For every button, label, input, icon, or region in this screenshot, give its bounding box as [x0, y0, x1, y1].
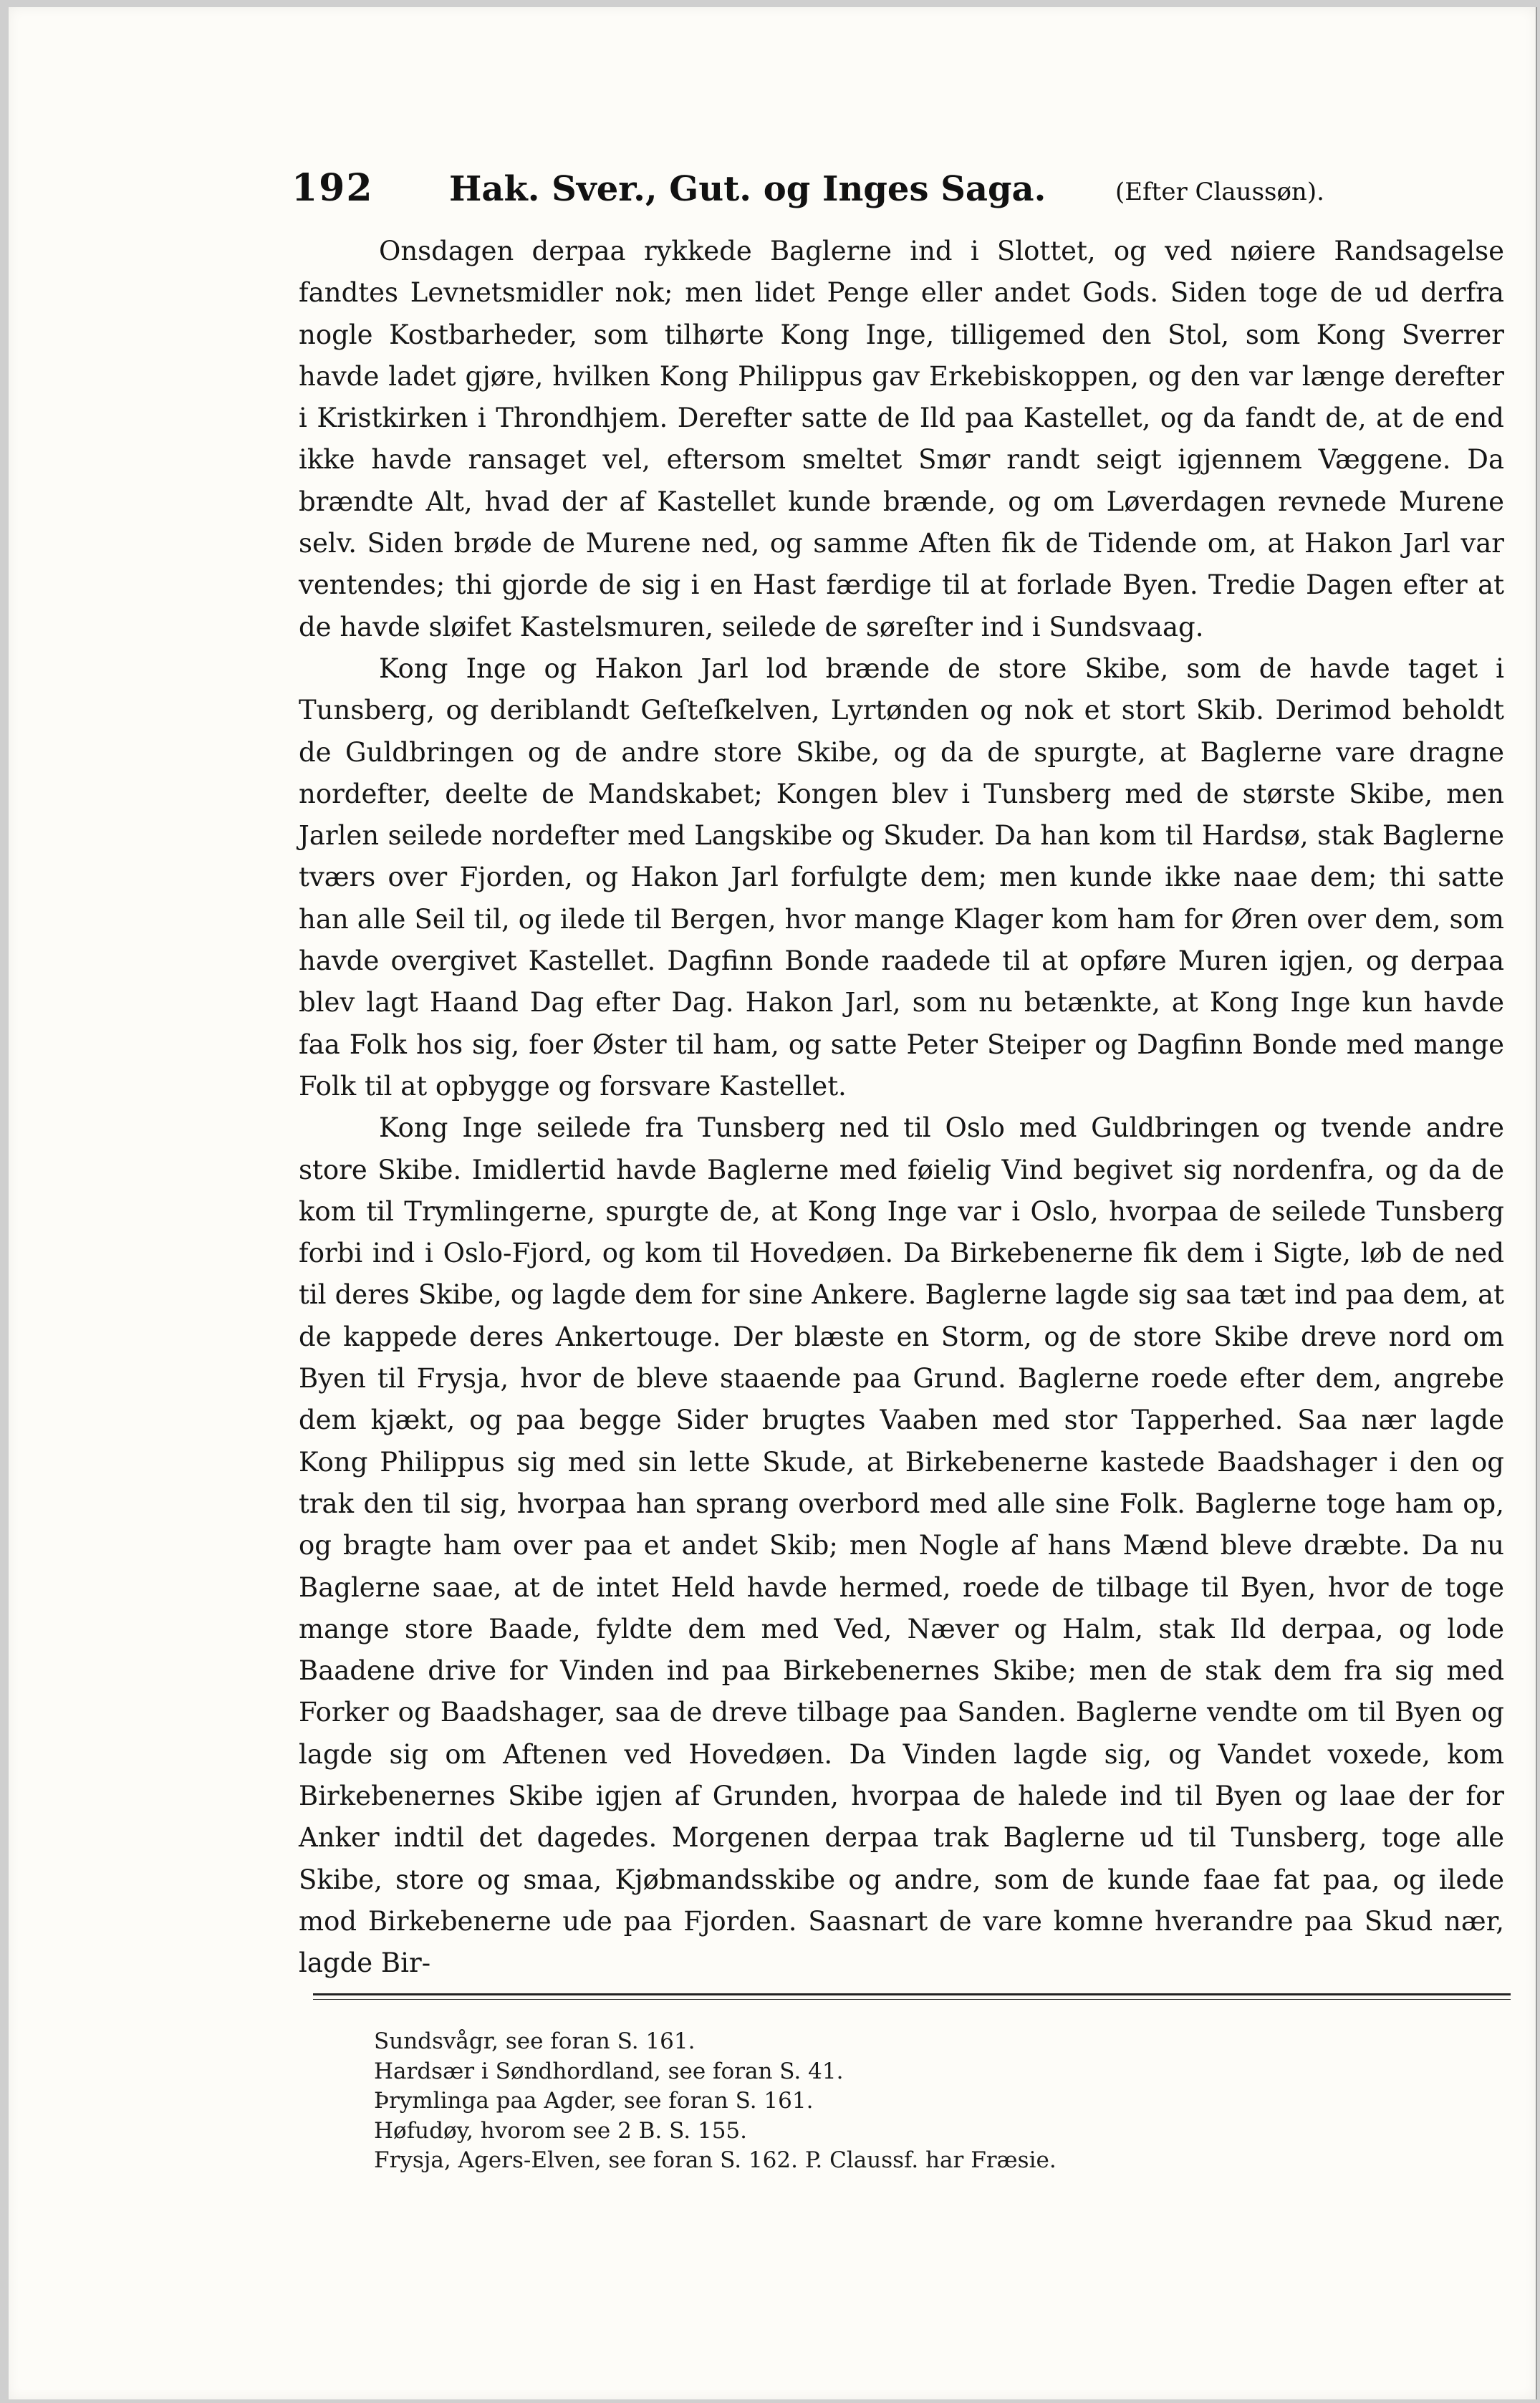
paragraph: Onsdagen derpaa rykkede Baglerne ind i Slottet, og ved nøiere Randsagelse fandtes Levnetsmidler nok; men lidet Penge eller andet Gods. Siden toge de ud derfra nogle Kostbarheder, som tilhørte Kong Inge, tilligemed den Stol, som Kong Sverrer havde ladet gjøre, hvilken Kong Philippus gav Erkebiskoppen, og den var længe derefter i Kristkirken i Throndhjem. Derefter satte de Ild paa Kastellet, og da fandt de, at de end ikke havde ransaget vel, eftersom smeltet Smør randt seigt igjennem Væggene. Da brændte Alt, hvad der af Kastellet kunde brænde, og om Løverdagen revnede Murene selv. Siden brøde de Murene ned, og samme Aften fik de Tidende om, at Hakon Jarl var ventendes; thi gjorde de sig i en Hast færdige til at forlade Byen. Tredie Dagen efter at de havde sløifet Kastelsmuren, seilede de søreſter ind i Sundsvaag. — [299, 236, 1504, 642]
paragraph: Kong Inge og Hakon Jarl lod brænde de store Skibe, som de havde taget i Tunsberg, og deriblandt Geſteſkelven, Lyrtønden og nok et stort Skib. Derimod beholdt de Guldbringen og de andre store Skibe, og da de spurgte, at Baglerne vare dragne nordefter, deelte de Mandskabet; Kongen blev i Tunsberg med de største Skibe, men Jarlen seilede nordefter med Langskibe og Skuder. Da han kom til Hardsø, stak Baglerne tværs over Fjorden, og Hakon Jarl forfulgte dem; men kunde ikke naae dem; thi satte han alle Seil til, og ilede til Bergen, hvor mange Klager kom ham for Øren over dem, som havde overgivet Kastellet. Dagfinn Bonde raadede til at opføre Muren igjen, og derpaa blev lagt Haand Dag efter Dag. Hakon Jarl, som nu betænkte, at Kong Inge kun havde faa Folk hos sig, foer Øster til ham, og satte Peter Steiper og Dagfinn Bonde med mange Folk til at opbygge og forsvare Kastellet. — [299, 652, 1504, 1102]
footnote-divider-thin — [313, 1999, 1511, 2000]
footnote: Hardsær i Søndhordland, see foran S. 41. — [374, 2058, 844, 2084]
footnote-divider — [313, 1993, 1511, 1995]
footnote: Sundsvågr, see foran S. 161. — [374, 2028, 696, 2054]
main-text — [299, 231, 1504, 1984]
page-header — [292, 166, 1509, 216]
running-subtitle: (Efter Claussøn). — [1115, 178, 1324, 206]
footnote: Høfudøy, hvorom see 2 B. S. 155. — [374, 2117, 748, 2144]
footnotes — [374, 2027, 1484, 2176]
footnote: Frysja, Agers-Elven, see foran S. 162. P. Claussf. har Fræsie. — [374, 2147, 1057, 2173]
book-page — [9, 7, 1537, 2399]
page-number: 192 — [292, 166, 374, 210]
footnote: Þrymlinga paa Agder, see foran S. 161. — [374, 2088, 814, 2114]
running-title: Hak. Sver., Gut. og Inges Saga. — [449, 169, 1046, 209]
paragraph: Kong Inge seilede fra Tunsberg ned til Oslo med Guldbringen og tvende andre store Skibe. Imidlertid havde Baglerne med føielig Vind begivet sig nordenfra, og da de kom til Trymlingerne, spurgte de, at Kong Inge var i Oslo, hvorpaa de seilede Tunsberg forbi ind i Oslo-Fjord, og kom til Hovedøen. Da Birkebenerne fik dem i Sigte, løb de ned til deres Skibe, og lagde dem for sine Ankere. Baglerne lagde sig saa tæt ind paa dem, at de kappede deres Ankertouge. Der blæste en Storm, og de store Skibe dreve nord om Byen til Frysja, hvor de bleve staaende paa Grund. Baglerne roede efter dem, angrebe dem kjækt, og paa begge Sider brugtes Vaaben med stor Tapperhed. Saa nær lagde Kong Philippus sig med sin lette Skude, at Birkebenerne kastede Baadshager i den og trak den til sig, hvorpaa han sprang overbord med alle sine Folk. Baglerne toge ham op, og bragte ham over paa et andet Skib; men Nogle af hans Mænd bleve dræbte. Da nu Baglerne saae, at de intet Held havde hermed, roede de tilbage til Byen, hvor de toge mange store Baade, fyldte dem med Ved, Næver og Halm, stak Ild derpaa, og lode Baadene drive for Vinden ind paa Birkebenernes Skibe; men de stak dem fra sig med Forker og Baadshager, saa de dreve tilbage paa Sanden. Baglerne vendte om til Byen og lagde sig om Aftenen ved Hovedøen. Da Vinden lagde sig, og Vandet voxede, kom Birkebenernes Skibe igjen af Grunden, hvorpaa de halede ind til Byen og laae der for Anker indtil det dagedes. Morgenen derpaa trak Baglerne ud til Tunsberg, toge alle Skibe, store og smaa, Kjøbmandsskibe og andre, som de kunde faae fat paa, og ilede mod Birkebenerne ude paa Fjorden. Saasnart de vare komne hverandre paa Skud nær, lagde Bir- — [299, 1112, 1504, 1979]
